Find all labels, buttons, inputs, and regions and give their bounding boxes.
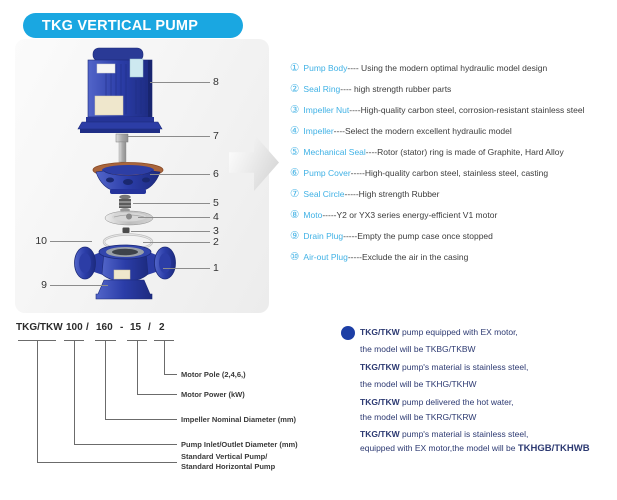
part-name: Drain Plug — [303, 230, 344, 241]
note-text: pump's material is stainless steel, — [399, 429, 529, 439]
callout-line — [127, 136, 210, 137]
note-text: pump's material is stainless steel, — [399, 362, 529, 372]
note-model-code-big: TKHGB/TKHWB — [517, 443, 590, 454]
callout-number: 10 — [35, 235, 47, 247]
circled-number-icon: ⑤ — [290, 145, 300, 158]
note-line — [360, 443, 590, 454]
parts-list-item — [290, 120, 614, 141]
model-segment: / — [86, 322, 89, 333]
callout-number: 9 — [41, 279, 47, 291]
part-description: -----Exclude the air in the casing — [347, 251, 469, 262]
callout-line — [163, 268, 210, 269]
model-segment: 100 — [66, 322, 83, 333]
callout-number: 6 — [213, 168, 219, 180]
callout-line — [131, 231, 210, 232]
circled-number-icon: ⑨ — [290, 229, 300, 242]
callout-line — [133, 203, 210, 204]
mechanical-seal-part — [119, 195, 131, 212]
part-name: Seal Ring — [303, 83, 341, 94]
part-description: ----Rotor (stator) ring is made of Graphite, Hard Alloy — [365, 146, 564, 157]
parts-list-item — [290, 162, 614, 183]
note-model-code: TKG/TKW — [360, 327, 400, 337]
part-name: Moto — [303, 209, 323, 220]
circled-number-icon: ② — [290, 82, 300, 95]
parts-list-item — [290, 225, 614, 246]
callout-line — [150, 82, 210, 83]
callout-number: 8 — [213, 76, 219, 88]
note-text: the model will be TKBG/TKBW — [360, 344, 476, 354]
pump-exploded-illustration — [58, 44, 182, 306]
note-text: pump equipped with EX motor, — [399, 327, 518, 337]
note-line — [360, 412, 476, 423]
part-name: Pump Body — [303, 62, 348, 73]
part-name: Pump Cover — [303, 167, 351, 178]
model-connector — [137, 394, 177, 395]
impeller-part — [105, 211, 153, 225]
callout-line — [138, 217, 210, 218]
callout-line — [50, 241, 92, 242]
note-model-code: TKG/TKW — [360, 362, 400, 372]
note-text: pump delivered the hot water, — [399, 397, 514, 407]
circled-number-icon: ⑥ — [290, 166, 300, 179]
model-connector — [37, 462, 177, 463]
callout-number: 3 — [213, 225, 219, 237]
note-model-code: TKG/TKW — [360, 397, 400, 407]
note-line — [360, 429, 528, 440]
model-connector — [137, 341, 138, 394]
model-segment: TKG/TKW — [16, 322, 63, 333]
note-line — [360, 362, 528, 373]
model-connector — [37, 341, 38, 462]
circled-number-icon: ⑩ — [290, 250, 300, 263]
parts-list-item — [290, 141, 614, 162]
callout-number: 7 — [213, 130, 219, 142]
note-text: equipped with EX motor,the model will be — [360, 443, 518, 453]
circled-number-icon: ① — [290, 61, 300, 74]
model-segment: - — [120, 322, 124, 333]
model-label-motor-pole: Motor Pole (2,4,6,) — [181, 370, 246, 379]
model-label-line: Standard Vertical Pump/ — [181, 452, 268, 461]
circled-number-icon: ③ — [290, 103, 300, 116]
part-name: Impeller Nut — [303, 104, 350, 115]
model-segment: / — [148, 322, 151, 333]
circled-number-icon: ④ — [290, 124, 300, 137]
part-name: Air-out Plug — [303, 251, 348, 262]
note-text: the model will be TKHG/TKHW — [360, 379, 477, 389]
callout-line — [143, 242, 210, 243]
part-name: Impeller — [303, 125, 334, 136]
part-description: -----High strength Rubber — [344, 188, 440, 199]
part-description: ----Select the modern excellent hydraulic model — [333, 125, 512, 136]
model-connector — [164, 374, 177, 375]
pump-cover-part — [93, 163, 163, 195]
pump-body-part — [75, 245, 176, 299]
page-title-banner — [23, 13, 243, 38]
model-label-inlet-outlet: Pump Inlet/Outlet Diameter (mm) — [181, 440, 298, 449]
note-text: the model will be TKRG/TKRW — [360, 412, 477, 422]
parts-list — [290, 57, 614, 267]
part-description: ---- Using the modern optimal hydraulic model design — [347, 62, 548, 73]
callout-line — [50, 285, 108, 286]
parts-list-item — [290, 183, 614, 204]
model-segment: 2 — [159, 322, 165, 333]
note-line — [360, 327, 518, 338]
circled-number-icon: ⑧ — [290, 208, 300, 221]
circled-number-icon: ⑦ — [290, 187, 300, 200]
impeller-nut-part — [123, 228, 130, 234]
parts-list-item — [290, 99, 614, 120]
parts-list-item — [290, 57, 614, 78]
model-segment: 15 — [130, 322, 142, 333]
model-connector — [164, 341, 165, 374]
part-description: ---- high strength rubber parts — [340, 83, 452, 94]
note-line — [360, 397, 514, 408]
callout-line — [150, 174, 210, 175]
parts-list-item — [290, 246, 614, 267]
model-label-pump-type — [181, 452, 275, 471]
model-label-motor-power: Motor Power (kW) — [181, 390, 245, 399]
motor-part — [78, 48, 162, 133]
callout-number: 2 — [213, 236, 219, 248]
callout-number: 5 — [213, 197, 219, 209]
parts-list-item — [290, 78, 614, 99]
page-title: TKG VERTICAL PUMP — [41, 17, 199, 34]
bullet-icon — [341, 326, 355, 340]
model-connector — [74, 444, 177, 445]
note-model-code: TKG/TKW — [360, 429, 400, 439]
model-label-impeller-dia: Impeller Nominal Diameter (mm) — [181, 415, 297, 424]
note-line — [360, 379, 477, 390]
parts-list-item — [290, 204, 614, 225]
part-description: -----Empty the pump case once stopped — [343, 230, 493, 241]
model-connector — [105, 419, 177, 420]
note-line — [360, 344, 476, 355]
model-connector — [105, 341, 106, 419]
callout-number: 4 — [213, 211, 219, 223]
model-segment: 160 — [96, 322, 113, 333]
part-description: -----Y2 or YX3 series energy-efficient V1 motor — [322, 209, 498, 220]
part-name: Mechanical Seal — [303, 146, 366, 157]
model-connector — [74, 341, 75, 444]
model-label-line: Standard Horizontal Pump — [181, 461, 276, 471]
part-name: Seal Circle — [303, 188, 345, 199]
callout-number: 1 — [213, 262, 219, 274]
part-description: ----High-quality carbon steel, corrosion-resistant stainless steel — [349, 104, 585, 115]
part-description: -----High-quality carbon steel, stainless steel, casting — [350, 167, 549, 178]
shaft-part — [116, 134, 128, 167]
